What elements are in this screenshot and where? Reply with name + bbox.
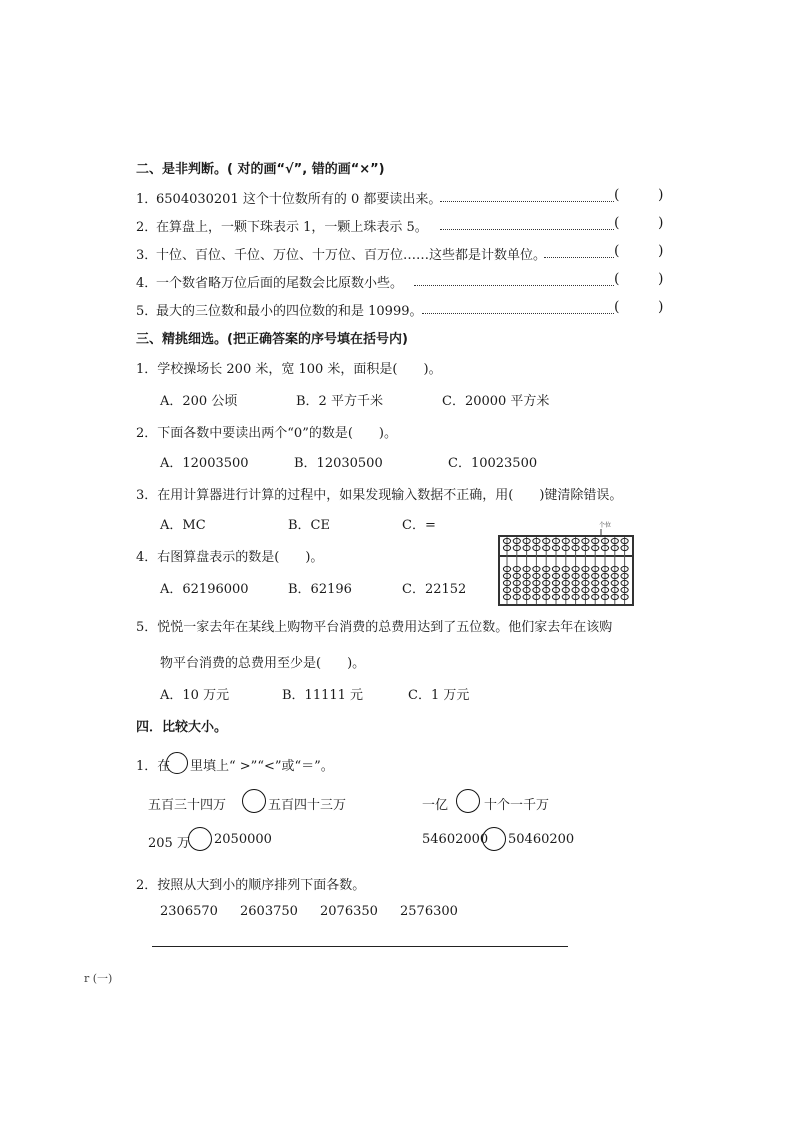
item-number: 5． xyxy=(136,304,158,319)
option-c: C．= xyxy=(402,518,436,533)
leader-dots xyxy=(544,257,614,258)
option-c: C．10023500 xyxy=(448,456,538,471)
option-a: A．12003500 xyxy=(160,456,249,471)
compare-right: 五百四十三万 xyxy=(268,798,347,813)
answer-line[interactable] xyxy=(152,946,568,947)
compare-right: 50460200 xyxy=(508,832,575,847)
option-b: B．62196 xyxy=(288,582,352,597)
item-text: 一个数省略万位后面的尾数会比原数小些。 xyxy=(156,276,404,291)
item-text: 6504030201 这个十位数所有的 0 都要读出来。 xyxy=(156,192,442,207)
section3-title: 三、精挑细选。(把正确答案的序号填在括号内) xyxy=(136,332,408,347)
compare-circle[interactable] xyxy=(482,827,506,851)
number-item: 2603750 xyxy=(240,904,298,919)
instruction-prefix: 1．在 xyxy=(136,759,171,774)
option-a: A．10 万元 xyxy=(160,688,230,703)
compare-left: 一亿 xyxy=(422,798,449,813)
item-text: 在算盘上，一颗下珠表示 1，一颗上珠表示 5。 xyxy=(156,220,428,235)
number-item: 2076350 xyxy=(320,904,378,919)
question-stem: 2．按照从大到小的顺序排列下面各数。 xyxy=(136,878,366,893)
option-c: C．1 万元 xyxy=(408,688,470,703)
compare-circle[interactable] xyxy=(188,827,212,851)
question-stem: 4．右图算盘表示的数是( )。 xyxy=(136,550,324,565)
option-b: B．2 平方千米 xyxy=(296,394,383,409)
compare-right: 2050000 xyxy=(214,832,272,847)
option-b: B．12030500 xyxy=(294,456,383,471)
answer-paren-close: ) xyxy=(658,215,664,231)
question-stem: 1．学校操场长 200 米，宽 100 米，面积是( )。 xyxy=(136,362,442,377)
instruction-suffix: 里填上“ >”“<”或“＝”。 xyxy=(190,759,334,774)
option-c: C．20000 平方米 xyxy=(442,394,550,409)
compare-circle[interactable] xyxy=(242,789,266,813)
abacus-figure xyxy=(497,519,635,607)
question-stem-line2: 物平台消费的总费用至少是( )。 xyxy=(160,656,366,671)
answer-paren-close: ) xyxy=(658,187,664,203)
item-number: 1． xyxy=(136,192,158,207)
answer-paren-open[interactable]: ( xyxy=(614,243,620,259)
circle-symbol xyxy=(166,752,188,774)
answer-paren-open[interactable]: ( xyxy=(614,299,620,315)
abacus-label: 个位 xyxy=(599,522,612,529)
section2-title: 二、是非判断。( 对的画“√”, 错的画“×”) xyxy=(136,162,385,177)
compare-circle[interactable] xyxy=(456,789,480,813)
option-a: A．62196000 xyxy=(160,582,249,597)
question-stem-line1: 5．悦悦一家去年在某线上购物平台消费的总费用达到了五位数。他们家去年在该购 xyxy=(136,620,613,635)
answer-paren-open[interactable]: ( xyxy=(614,271,620,287)
option-b: B．11111 元 xyxy=(282,688,364,703)
question-stem: 3．在用计算器进行计算的过程中，如果发现输入数据不正确，用( )键清除错误。 xyxy=(136,488,623,503)
leader-dots xyxy=(440,229,614,230)
option-b: B．CE xyxy=(288,518,330,533)
item-text: 最大的三位数和最小的四位数的和是 10999。 xyxy=(156,304,423,319)
item-number: 3． xyxy=(136,248,158,263)
compare-left: 54602000 xyxy=(422,832,489,847)
abacus-rods xyxy=(503,537,628,604)
leader-dots xyxy=(422,313,614,314)
answer-paren-close: ) xyxy=(658,299,664,315)
answer-paren-close: ) xyxy=(658,243,664,259)
page-mark: r (一) xyxy=(84,972,113,985)
answer-paren-open[interactable]: ( xyxy=(614,187,620,203)
section4-title: 四．比较大小。 xyxy=(136,720,228,735)
answer-paren-open[interactable]: ( xyxy=(614,215,620,231)
option-a: A．MC xyxy=(160,518,206,533)
number-item: 2306570 xyxy=(160,904,218,919)
compare-left: 五百三十四万 xyxy=(148,798,227,813)
answer-paren-close: ) xyxy=(658,271,664,287)
number-item: 2576300 xyxy=(400,904,458,919)
item-text: 十位、百位、千位、万位、十万位、百万位……这些都是计数单位。 xyxy=(156,248,547,263)
item-number: 4． xyxy=(136,276,158,291)
compare-left: 205 万 xyxy=(148,836,190,851)
option-c: C．22152 xyxy=(402,582,467,597)
leader-dots xyxy=(414,285,614,286)
item-number: 2． xyxy=(136,220,158,235)
option-a: A．200 公顷 xyxy=(160,394,238,409)
compare-right: 十个一千万 xyxy=(484,798,550,813)
question-stem: 2．下面各数中要读出两个“0”的数是( )。 xyxy=(136,426,397,441)
leader-dots xyxy=(440,201,614,202)
